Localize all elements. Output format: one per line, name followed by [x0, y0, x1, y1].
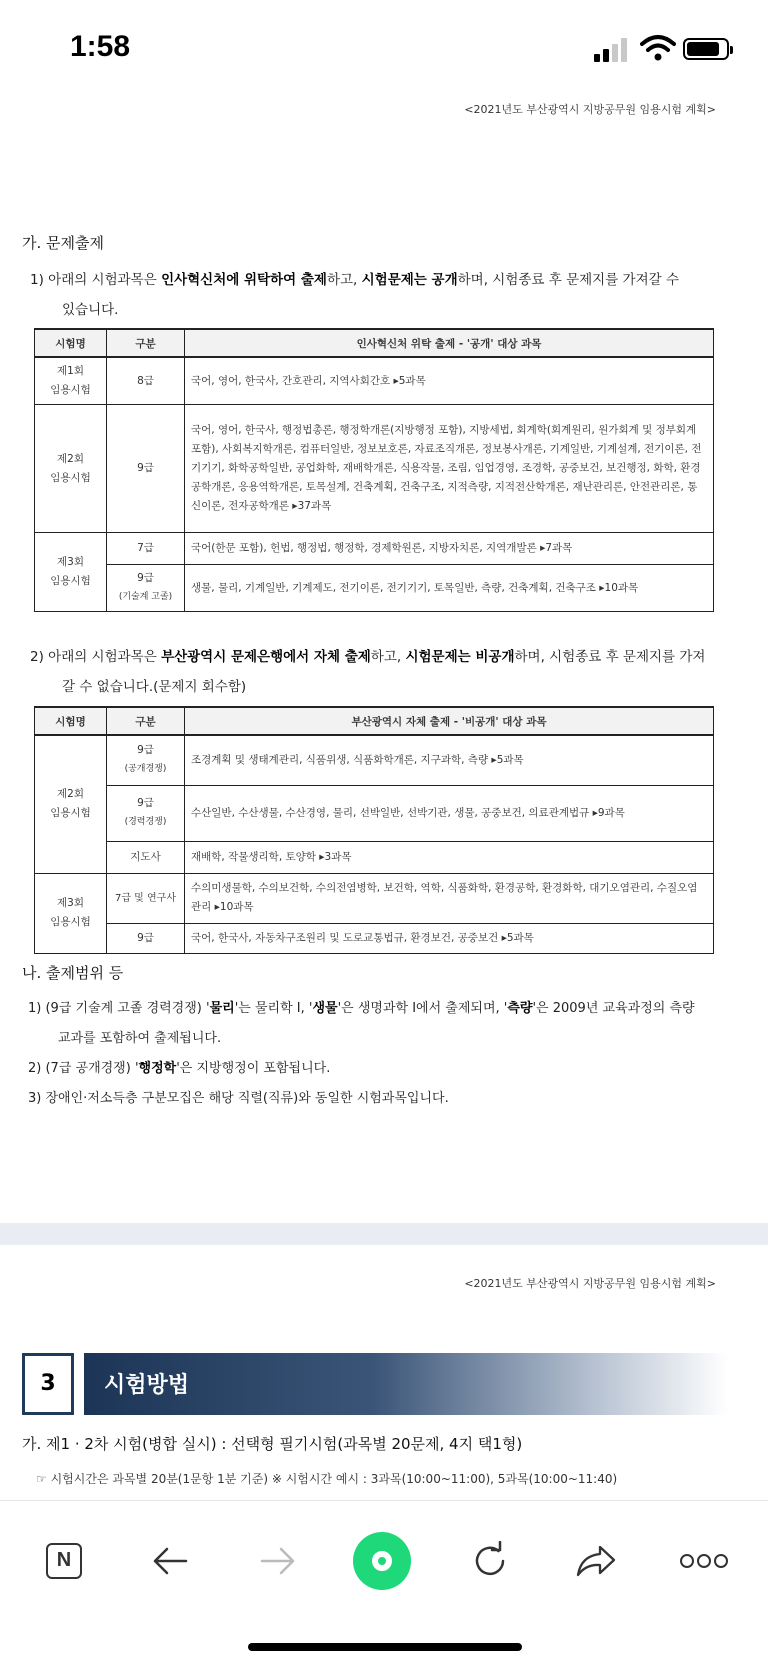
chapter-heading — [22, 1353, 728, 1415]
table-cell: 9급 (기술계 고졸) — [107, 565, 185, 612]
table-cell: 9급 (경력경쟁) — [107, 785, 185, 841]
forward-button[interactable] — [248, 1531, 308, 1591]
naver-n-icon: N — [46, 1543, 82, 1579]
table-cell: 9급 — [107, 405, 185, 533]
exam-time-note: ☞ 시험시간은 과목별 20분(1문항 1분 기준) ※ 시험시간 예시 : 3과목(10:00~11:00), 5과목(10:00~11:40) — [36, 1472, 618, 1486]
cellular-signal-icon — [594, 36, 630, 62]
table-cell: 제3회 임용시험 — [35, 533, 107, 612]
more-button[interactable] — [674, 1531, 734, 1591]
battery-icon — [683, 38, 729, 60]
table-cell: 수산일반, 수산생물, 수산경영, 물리, 선박일반, 선박기관, 생물, 공중보건, 의료관계법규 ▸9과목 — [185, 785, 714, 841]
list-item: 1) (9급 기술계 고졸 경력경쟁) '물리'는 물리학 Ⅰ, '생물'은 생명과학 Ⅰ에서 출제되며, '측량'은 2009년 교육과정의 측량 교과를 포함하여 출제됩니다. — [28, 1001, 695, 1046]
browser-toolbar — [0, 1500, 768, 1663]
table-cell: 국어, 영어, 한국사, 행정법총론, 행정학개론(지방행정 포함), 지방세법, 회계학(회계원리, 원가회계 및 정부회계 포함), 사회복지학개론, 컴퓨터일반, 정보보호론, 자료조직개론, 정보봉사개론, 기계일반, 기계설계, 전기이론, 전기기기, 화학공학일반, 공업화학, 재배학개론, 식용작물, 조림, 임업경영, 조경학, 공중보건, 보건행정, 화학, 환경공학개론, 응용역학개론, 토목설계, 건축계획, 건축구조, 지적측량, 지적전산학개론, 재난관리론, 안전관리론, 통신이론, 전자공학개론 ▸37과목 — [185, 405, 714, 533]
share-button[interactable] — [566, 1531, 626, 1591]
table-header: 구분 — [107, 329, 185, 357]
table-cell: 국어, 영어, 한국사, 간호관리, 지역사회간호 ▸5과목 — [185, 357, 714, 405]
table-cell: 지도사 — [107, 841, 185, 873]
table-header: 시험명 — [35, 329, 107, 357]
status-time: 1:58 — [70, 30, 131, 63]
table-cell: 8급 — [107, 357, 185, 405]
exam-method-line: 가. 제1 · 2차 시험(병합 실시) : 선택형 필기시험(과목별 20문제, 4지 택1형) — [22, 1435, 523, 1453]
reload-button[interactable] — [460, 1531, 520, 1591]
share-icon — [574, 1541, 618, 1581]
home-indicator — [248, 1643, 522, 1651]
list-item: 3) 장애인·저소득층 구분모집은 해당 직렬(직류)와 동일한 시험과목입니다. — [28, 1091, 449, 1106]
table-header: 구분 — [107, 707, 185, 735]
chapter-number: 3 — [22, 1353, 74, 1415]
naver-home-button[interactable] — [34, 1531, 94, 1591]
page-separator — [0, 1223, 768, 1245]
table-cell: 조경계획 및 생태계관리, 식품위생, 식품화학개론, 지구과학, 측량 ▸5과목 — [185, 735, 714, 785]
table-cell: 제2회 임용시험 — [35, 735, 107, 873]
status-bar — [0, 0, 768, 100]
document-header: <2021년도 부산광역시 지방공무원 임용시험 계획> — [464, 1277, 716, 1290]
list-item: 2) (7급 공개경쟁) '행정학'은 지방행정이 포함됩니다. — [28, 1061, 331, 1076]
table-cell: 재배학, 작물생리학, 토양학 ▸3과목 — [185, 841, 714, 873]
more-icon — [679, 1553, 729, 1569]
table-cell: 국어(한문 포함), 헌법, 행정법, 행정학, 경제학원론, 지방자치론, 지역개발론 ▸7과목 — [185, 533, 714, 565]
table-cell: 9급 — [107, 923, 185, 953]
forward-arrow-icon — [258, 1545, 298, 1577]
reload-icon — [470, 1541, 510, 1581]
chapter-title: 시험방법 — [104, 1373, 190, 1398]
table-cell: 제3회 임용시험 — [35, 873, 107, 953]
paragraph-public-subjects: 1) 아래의 시험과목은 인사혁신처에 위탁하여 출제하고, 시험문제는 공개하며, 시험종료 후 문제지를 가져갈 수 있습니다. — [30, 272, 680, 318]
back-arrow-icon — [150, 1545, 190, 1577]
section-title-problem-setting: 가. 문제출제 — [22, 234, 104, 252]
table-public-subjects — [34, 328, 714, 612]
table-cell: 수의미생물학, 수의보건학, 수의전염병학, 보건학, 역학, 식품화학, 환경공학, 환경화학, 대기오염관리, 수질오염관리 ▸10과목 — [185, 873, 714, 923]
document-header: <2021년도 부산광역시 지방공무원 임용시험 계획> — [464, 103, 716, 116]
wifi-icon — [640, 34, 676, 62]
chapter-bar — [84, 1353, 728, 1415]
scope-list — [28, 994, 728, 1114]
table-header: 인사혁신처 위탁 출제 - '공개' 대상 과목 — [185, 329, 714, 357]
table-cell: 제2회 임용시험 — [35, 405, 107, 533]
table-cell: 국어, 한국사, 자동차구조원리 및 도로교통법규, 환경보건, 공중보건 ▸5과목 — [185, 923, 714, 953]
table-cell: 제1회 임용시험 — [35, 357, 107, 405]
table-header: 시험명 — [35, 707, 107, 735]
table-cell: 9급 (공개경쟁) — [107, 735, 185, 785]
back-button[interactable] — [140, 1531, 200, 1591]
table-cell: 7급 — [107, 533, 185, 565]
table-private-subjects — [34, 706, 714, 954]
table-cell: 생물, 물리, 기계일반, 기계제도, 전기이론, 전기기기, 토목일반, 측량, 건축계획, 건축구조 ▸10과목 — [185, 565, 714, 612]
paragraph-private-subjects: 2) 아래의 시험과목은 부산광역시 문제은행에서 자체 출제하고, 시험문제는 비공개하며, 시험종료 후 문제지를 가져 갈 수 없습니다.(문제지 회수함) — [30, 649, 706, 695]
green-home-button[interactable] — [352, 1531, 412, 1591]
section-title-scope: 나. 출제범위 등 — [22, 964, 124, 982]
table-header: 부산광역시 자체 출제 - '비공개' 대상 과목 — [185, 707, 714, 735]
table-cell: 7급 및 연구사 — [107, 873, 185, 923]
green-home-icon — [353, 1532, 411, 1590]
